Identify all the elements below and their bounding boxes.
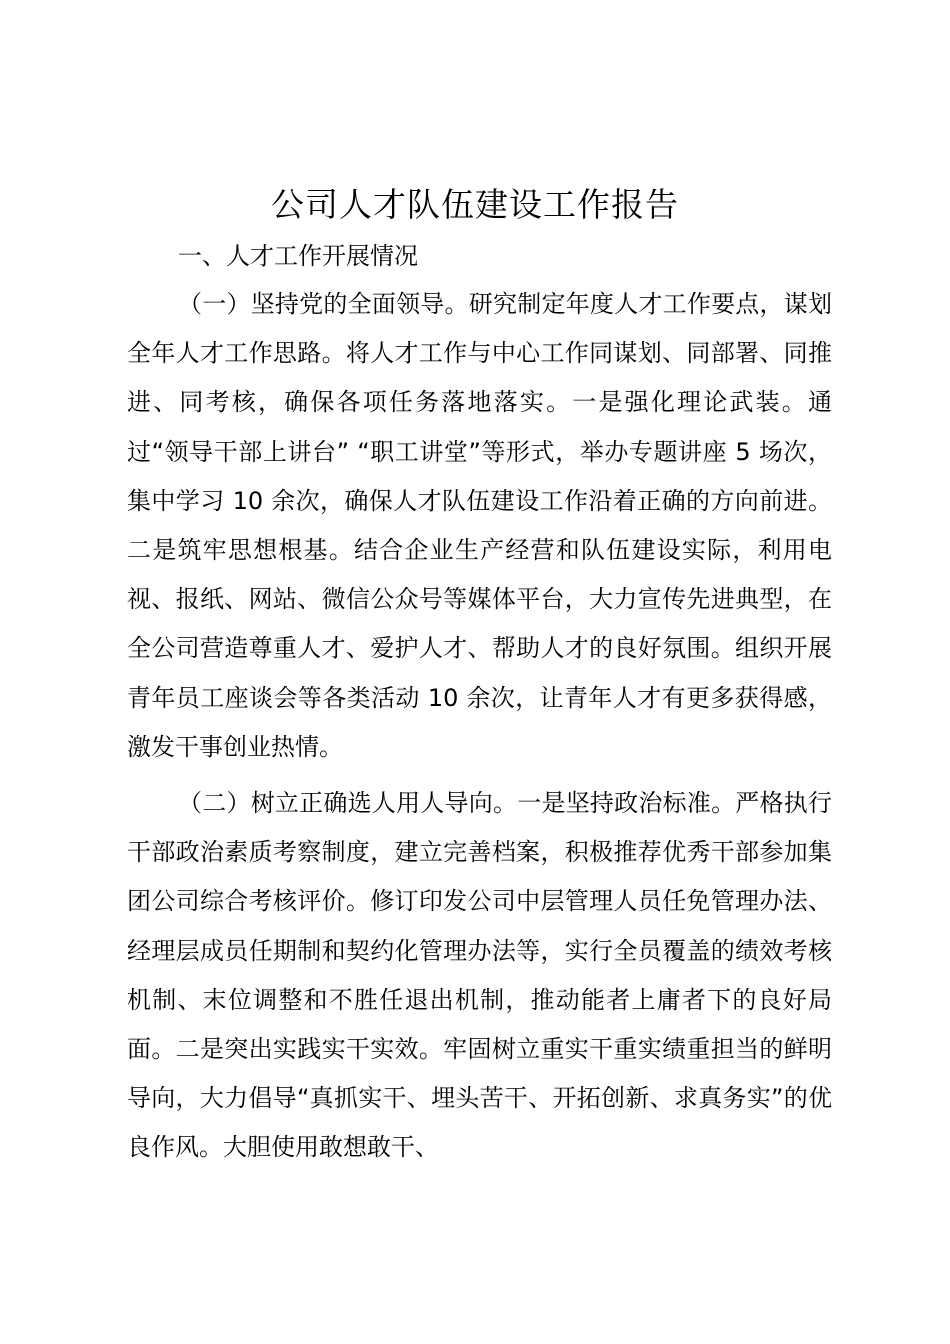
document-title: 公司人才队伍建设工作报告 [271,185,679,224]
paragraph-1: （一）坚持党的全面领导。研究制定年度人才工作要点，谋划全年人才工作思路。将人才工作与中心工作同谋划、同部署、同推进、同考核，确保各项任务落地落实。一是强化理论武装。通过“领导干部上讲台” “职工讲堂”等形式，举办专题讲座 5 场次，集中学习 10 余次，确保人才队伍建设工作沿着正确的方向前进。二是筑牢思想根基。结合企业生产经营和队伍建设实际，利用电视、报纸、网站、微信公众号等媒体平台，大力宣传先进典型，在全公司营造尊重人才、爱护人才、帮助人才的良好氛围。组织开展青年员工座谈会等各类活动 10 余次，让青年人才有更多获得感，激发干事创业热情。 [127,290,832,761]
paragraph-2: （二）树立正确选人用人导向。一是坚持政治标准。严格执行干部政治素质考察制度，建立完善档案，积极推荐优秀干部参加集团公司综合考核评价。修订印发公司中层管理人员任免管理办法、经理层成员任期制和契约化管理办法等，实行全员覆盖的绩效考核机制、末位调整和不胜任退出机制，推动能者上庸者下的良好局面。二是突出实践实干实效。牢固树立重实干重实绩重担当的鲜明导向，大力倡导“真抓实干、埋头苦干、开拓创新、求真务实”的优良作风。大胆使用敢想敢干、 [127,789,832,1162]
section-heading: 一、人才工作开展情况 [178,242,418,270]
